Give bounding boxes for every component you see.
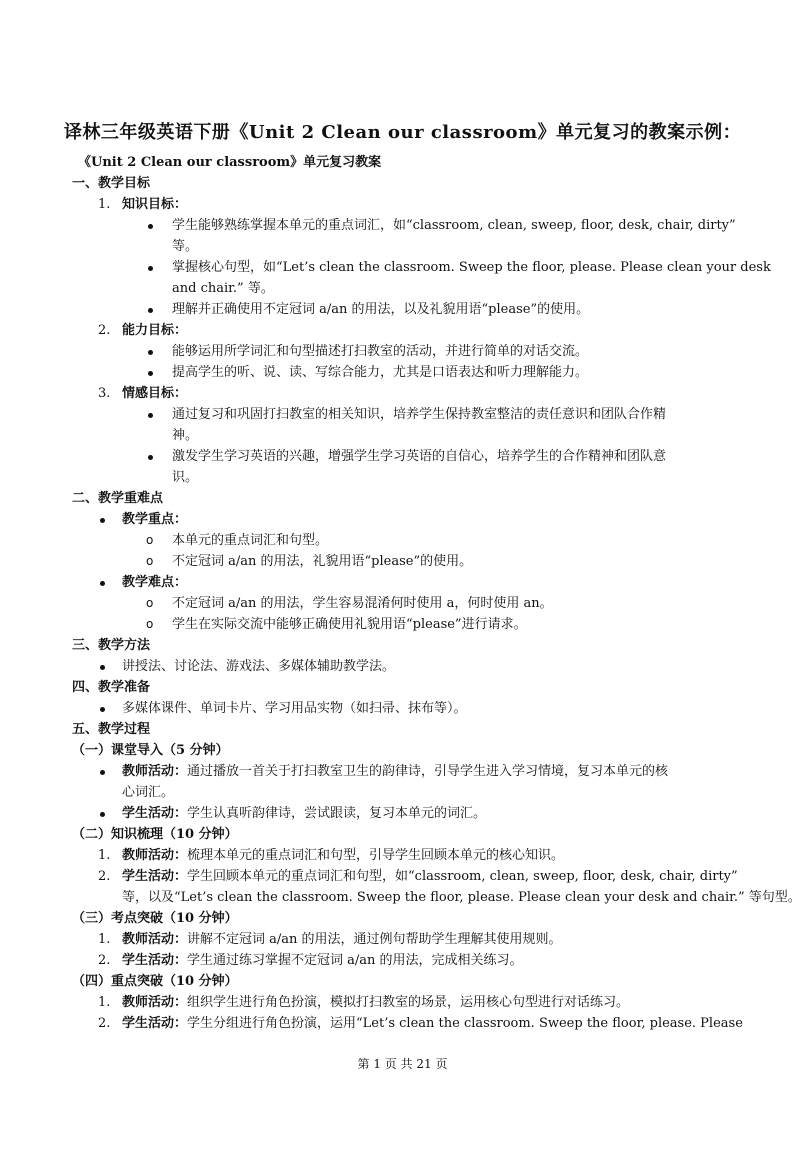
activity-label: 学生活动： [122, 953, 188, 968]
page-title: 译林三年级英语下册《Unit 2 Clean our classroom》单元复习的教案示例： [63, 122, 742, 143]
section-heading: 五、教学过程 [72, 722, 151, 737]
activity-text: 学生认真听韵律诗，尝试跟读，复习本单元的词汇。 [187, 806, 487, 821]
activity-text: 讲解不定冠词 a/an 的用法，通过例句帮助学生理解其使用规则。 [187, 932, 562, 947]
bullet-icon [100, 812, 105, 817]
activity-text: 学生分组进行角色扮演，运用“Let’s clean the classroom. Sweep the floor, please. Please [187, 1016, 743, 1031]
bullet-icon [100, 665, 105, 670]
list-item: 多媒体课件、单词卡片、学习用品实物（如扫帚、抹布等）。 [122, 701, 467, 716]
list-item [122, 761, 668, 782]
list-item: 本单元的重点词汇和句型。 [172, 533, 329, 548]
list-item [122, 845, 564, 866]
circle-bullet-icon: o [146, 554, 154, 568]
subheading: 知识目标： [122, 197, 188, 212]
section-heading: 二、教学重难点 [72, 491, 164, 506]
bullet-icon [148, 413, 153, 418]
activity-text: 学生通过练习掌握不定冠词 a/an 的用法，完成相关练习。 [187, 953, 523, 968]
section-heading: 三、教学方法 [72, 638, 151, 653]
phase-heading: （一）课堂导入（5 分钟） [72, 743, 229, 758]
list-item [122, 992, 629, 1013]
list-item: 等，以及“Let’s clean the classroom. Sweep the floor, please. Please clean your desk and chair.” 等句型。 [122, 890, 801, 905]
list-item: 激发学生学习英语的兴趣，增强学生学习英语的自信心，培养学生的合作精神和团队意 [172, 449, 667, 464]
list-number: 1. [98, 932, 111, 947]
section-heading: 四、教学准备 [72, 680, 151, 695]
list-item [122, 929, 562, 950]
list-item: 神。 [172, 428, 199, 443]
activity-text: 梳理本单元的重点词汇和句型，引导学生回顾本单元的核心知识。 [187, 848, 565, 863]
bullet-icon [100, 707, 105, 712]
list-item: 提高学生的听、说、读、写综合能力，尤其是口语表达和听力理解能力。 [172, 365, 589, 380]
activity-label: 学生活动： [122, 806, 188, 821]
list-item [122, 950, 523, 971]
activity-label: 学生活动： [122, 869, 188, 884]
list-number: 2. [98, 869, 111, 884]
activity-label: 教师活动： [122, 848, 188, 863]
list-item: 掌握核心句型，如“Let’s clean the classroom. Sweep the floor, please. Please clean your desk [172, 260, 771, 275]
bullet-icon [148, 266, 153, 271]
bullet-icon [100, 770, 105, 775]
list-item [122, 866, 738, 887]
list-number: 2. [98, 323, 111, 338]
circle-bullet-icon: o [146, 533, 154, 547]
list-number: 3. [98, 386, 111, 401]
list-number: 1. [98, 995, 111, 1010]
bullet-icon [100, 581, 105, 586]
list-item: 通过复习和巩固打扫教室的相关知识，培养学生保持教室整洁的责任意识和团队合作精 [172, 407, 667, 422]
document-subtitle: 《Unit 2 Clean our classroom》单元复习教案 [78, 155, 382, 170]
list-item: 心词汇。 [122, 785, 175, 800]
subheading: 教学难点： [122, 575, 188, 590]
list-item: 不定冠词 a/an 的用法，礼貌用语“please”的使用。 [172, 554, 473, 569]
list-item [122, 1013, 743, 1034]
bullet-icon [148, 455, 153, 460]
list-number: 2. [98, 953, 111, 968]
list-item [122, 803, 486, 824]
circle-bullet-icon: o [146, 617, 154, 631]
list-item: 学生在实际交流中能够正确使用礼貌用语“please”进行请求。 [172, 617, 527, 632]
list-item: 识。 [172, 470, 199, 485]
list-item: 能够运用所学词汇和句型描述打扫教室的活动，并进行简单的对话交流。 [172, 344, 589, 359]
subheading: 情感目标： [122, 386, 188, 401]
phase-heading: （三）考点突破（10 分钟） [72, 911, 238, 926]
activity-text: 组织学生进行角色扮演，模拟打扫教室的场景，运用核心句型进行对话练习。 [187, 995, 630, 1010]
page-footer: 第 1 页 共 21 页 [357, 1057, 448, 1071]
list-item: 讲授法、讨论法、游戏法、多媒体辅助教学法。 [122, 659, 396, 674]
activity-label: 学生活动： [122, 1016, 188, 1031]
section-heading: 一、教学目标 [72, 176, 151, 191]
activity-text: 通过播放一首关于打扫教室卫生的韵律诗，引导学生进入学习情境，复习本单元的核 [187, 764, 669, 779]
bullet-icon [148, 371, 153, 376]
activity-label: 教师活动： [122, 995, 188, 1010]
list-item: 不定冠词 a/an 的用法，学生容易混淆何时使用 a，何时使用 an。 [172, 596, 553, 611]
circle-bullet-icon: o [146, 596, 154, 610]
subheading: 教学重点： [122, 512, 188, 527]
activity-text: 学生回顾本单元的重点词汇和句型，如“classroom, clean, sweep, floor, desk, chair, dirty” [187, 869, 738, 884]
list-item: 等。 [172, 239, 199, 254]
list-item: 学生能够熟练掌握本单元的重点词汇，如“classroom, clean, sweep, floor, desk, chair, dirty” [172, 218, 736, 233]
list-item: and chair.” 等。 [172, 281, 274, 296]
bullet-icon [148, 350, 153, 355]
activity-label: 教师活动： [122, 932, 188, 947]
bullet-icon [148, 308, 153, 313]
phase-heading: （四）重点突破（10 分钟） [72, 974, 238, 989]
activity-label: 教师活动： [122, 764, 188, 779]
list-number: 1. [98, 848, 111, 863]
list-number: 2. [98, 1016, 111, 1031]
bullet-icon [148, 224, 153, 229]
phase-heading: （二）知识梳理（10 分钟） [72, 827, 238, 842]
list-item: 理解并正确使用不定冠词 a/an 的用法，以及礼貌用语“please”的使用。 [172, 302, 590, 317]
bullet-icon [100, 518, 105, 523]
list-number: 1. [98, 197, 111, 212]
subheading: 能力目标： [122, 323, 188, 338]
